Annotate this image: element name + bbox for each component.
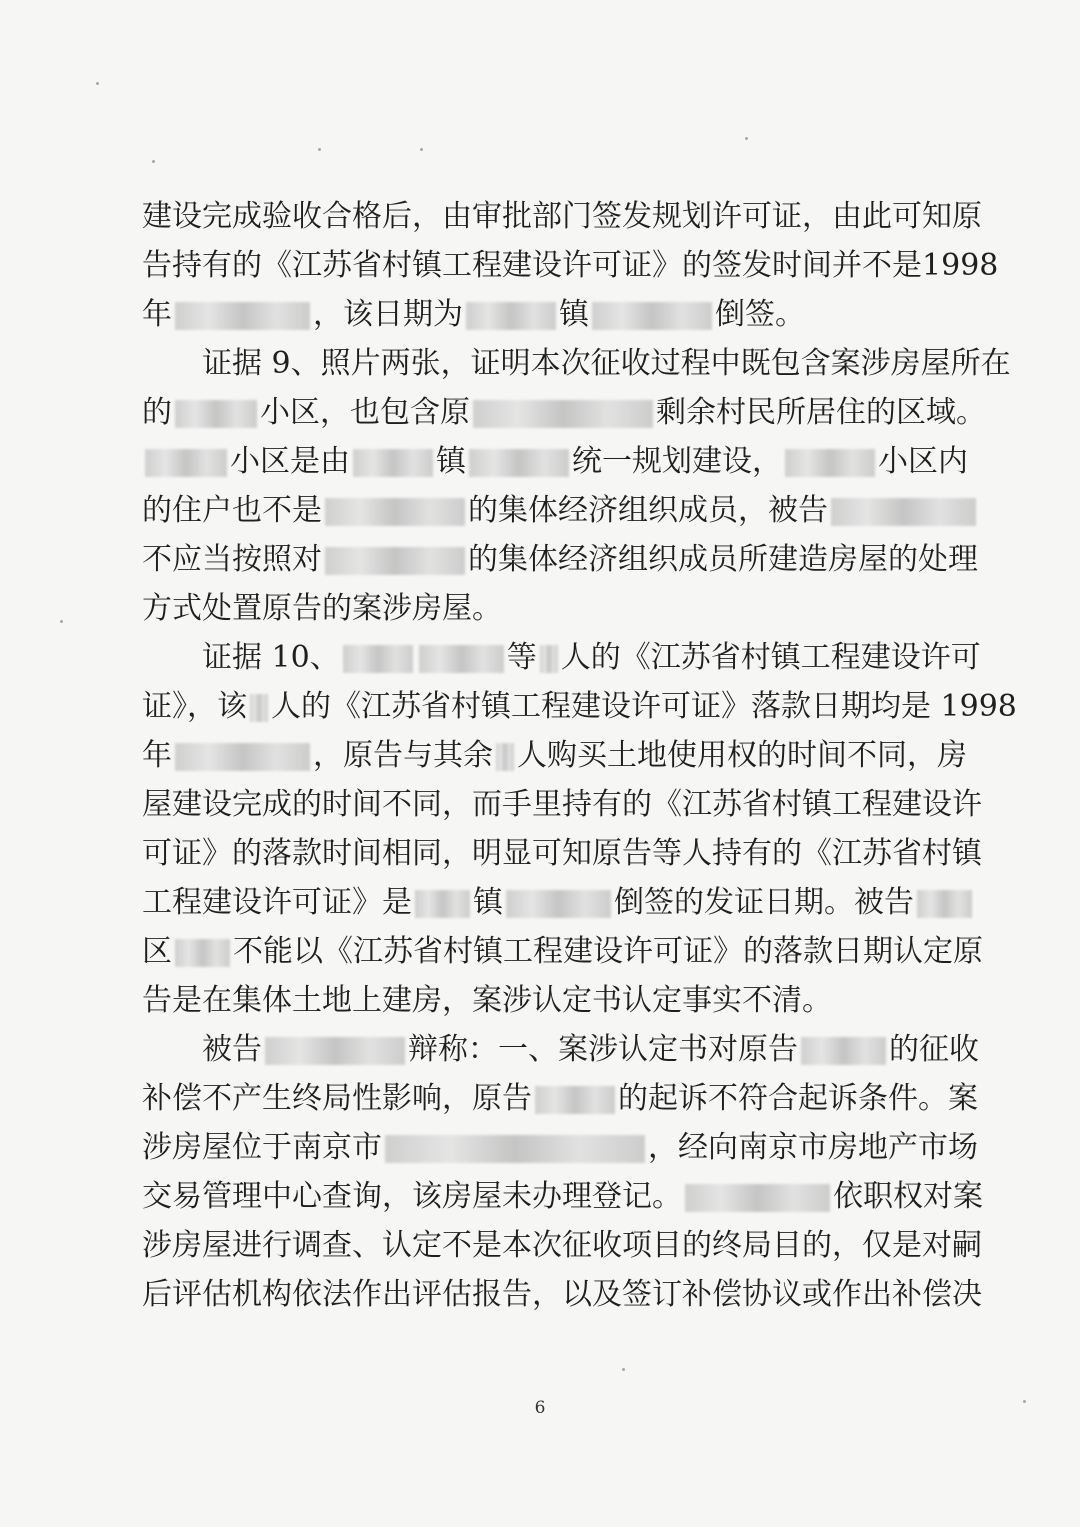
text-line bbox=[142, 682, 1017, 731]
scan-speck bbox=[152, 160, 155, 163]
text-line bbox=[142, 388, 986, 437]
text-line bbox=[142, 878, 962, 927]
text-segment: 证据 10、 bbox=[202, 640, 340, 675]
scan-speck bbox=[96, 82, 99, 85]
redacted-text bbox=[325, 547, 465, 575]
text-line bbox=[142, 1123, 978, 1172]
text-segment: 区 bbox=[142, 934, 172, 969]
redacted-text bbox=[592, 302, 712, 330]
text-segment: 证》，该 bbox=[142, 689, 247, 724]
text-line: 告 持 有 的 《 江 苏 省 村 镇 工 程 建 设 许 可 证 》 的 签 发 时 间 并 不 是 1 9 9 8 bbox=[142, 248, 999, 283]
redacted-text bbox=[175, 939, 230, 967]
text-segment: 倒签。 bbox=[715, 297, 805, 332]
text-line bbox=[142, 976, 962, 1025]
redacted-text bbox=[145, 449, 227, 477]
text-segment: 告是在集体土地上建房，案涉认定书认定事实不清。 bbox=[142, 983, 832, 1018]
text-line bbox=[142, 927, 983, 976]
redacted-text bbox=[917, 890, 972, 918]
text-line: 可 证 》 的 落 款 时 间 相 同 ， 明 显 可 知 原 告 等 人 持 有 的 《 江 苏 省 村 镇 bbox=[142, 836, 982, 871]
text-segment: 等 bbox=[506, 640, 537, 675]
text-line bbox=[142, 437, 968, 486]
redacted-text bbox=[175, 400, 257, 428]
text-segment: 镇 bbox=[436, 444, 466, 479]
text-segment: 剩余村民所居住的区域。 bbox=[656, 395, 986, 430]
redacted-text bbox=[685, 1184, 830, 1212]
redacted-text bbox=[265, 1037, 405, 1065]
redacted-text bbox=[466, 302, 556, 330]
text-segment: 证据 9、照片两张，证明本次征收过程中既包含案涉房屋所在 bbox=[202, 346, 1011, 381]
scan-speck bbox=[318, 148, 321, 151]
text-segment: 辩称：一、案涉认定书对原告 bbox=[408, 1032, 798, 1067]
redacted-text bbox=[175, 302, 310, 330]
text-segment: 不应当按照对 bbox=[142, 542, 322, 577]
text-line: 建 设 完 成 验 收 合 格 后 ， 由 审 批 部 门 签 发 规 划 许 可 证 ， 由 此 可 知 原 bbox=[142, 199, 982, 234]
text-segment: 涉房屋位于南京市 bbox=[142, 1130, 382, 1165]
text-segment: 的集体经济组织成员所建造房屋的处理 bbox=[468, 542, 978, 577]
scan-speck bbox=[60, 620, 63, 623]
text-segment: 方式处置原告的案涉房屋。 bbox=[142, 591, 502, 626]
text-segment: ，该日期为 bbox=[313, 297, 463, 332]
redacted-text bbox=[250, 694, 268, 722]
text-segment: 依职权对案 bbox=[833, 1179, 983, 1214]
text-segment: 人的《江苏省村镇工程建设许可证》落款日期均是 1998 bbox=[271, 689, 1017, 724]
redacted-text bbox=[419, 645, 504, 673]
scan-speck bbox=[622, 1368, 625, 1371]
text-segment: 不能以《江苏省村镇工程建设许可证》的落款日期认定原 bbox=[233, 934, 983, 969]
text-segment: 的 bbox=[142, 395, 172, 430]
text-segment: 补偿不产生终局性影响，原告 bbox=[142, 1081, 532, 1116]
redacted-text bbox=[385, 1135, 645, 1163]
text-line bbox=[142, 633, 981, 682]
text-line bbox=[142, 339, 1011, 388]
redacted-text bbox=[353, 449, 433, 477]
text-segment: 年 bbox=[142, 297, 172, 332]
text-segment: 的起诉不符合起诉条件。案 bbox=[618, 1081, 978, 1116]
redacted-text bbox=[785, 449, 875, 477]
scan-speck bbox=[420, 148, 423, 151]
page-number: 6 bbox=[534, 1398, 546, 1418]
text-line bbox=[142, 731, 967, 780]
redacted-text bbox=[535, 1086, 615, 1114]
text-segment: 人购买土地使用权的时间不同，房 bbox=[517, 738, 967, 773]
redacted-text bbox=[415, 890, 470, 918]
text-segment: 镇 bbox=[559, 297, 589, 332]
text-segment: 的集体经济组织成员，被告 bbox=[468, 493, 828, 528]
redacted-text bbox=[496, 743, 514, 771]
text-line: 屋 建 设 完 成 的 时 间 不 同 ， 而 手 里 持 有 的 《 江 苏 省 村 镇 工 程 建 设 许 bbox=[142, 787, 982, 822]
text-segment: 工程建设许可证》是 bbox=[142, 885, 412, 920]
text-segment: ，经向南京市房地产市场 bbox=[648, 1130, 978, 1165]
scan-speck bbox=[1023, 1400, 1026, 1403]
text-segment: 倒签的发证日期。被告 bbox=[614, 885, 914, 920]
text-line bbox=[142, 1172, 983, 1221]
redacted-text bbox=[175, 743, 310, 771]
text-line: 后 评 估 机 构 依 法 作 出 评 估 报 告 ， 以 及 签 订 补 偿 协 议 或 作 出 补 偿 决 bbox=[142, 1277, 982, 1312]
redacted-text bbox=[801, 1037, 886, 1065]
redacted-text bbox=[506, 890, 611, 918]
redacted-text bbox=[325, 498, 465, 526]
text-line bbox=[142, 486, 962, 535]
text-segment: 镇 bbox=[473, 885, 503, 920]
text-segment: ，原告与其余 bbox=[313, 738, 493, 773]
text-segment: 小区内 bbox=[878, 444, 968, 479]
redacted-text bbox=[343, 645, 413, 673]
text-segment: 年 bbox=[142, 738, 172, 773]
text-line bbox=[142, 535, 978, 584]
text-segment: 统一规划建设， bbox=[572, 444, 782, 479]
text-segment: 交易管理中心查询，该房屋未办理登记。 bbox=[142, 1179, 682, 1214]
redacted-text bbox=[540, 645, 558, 673]
text-line: 涉 房 屋 进 行 调 查 、 认 定 不 是 本 次 征 收 项 目 的 终 局 目 的 ， 仅 是 对 嗣 bbox=[142, 1228, 982, 1263]
text-line bbox=[142, 290, 962, 339]
scan-speck bbox=[745, 137, 748, 140]
text-line bbox=[142, 584, 962, 633]
redacted-text bbox=[469, 449, 569, 477]
text-segment: 的住户也不是 bbox=[142, 493, 322, 528]
text-segment: 被告 bbox=[202, 1032, 262, 1067]
text-segment: 人的《江苏省村镇工程建设许可 bbox=[560, 640, 981, 675]
body-text bbox=[142, 192, 1017, 1319]
text-line bbox=[142, 1074, 978, 1123]
redacted-text bbox=[831, 498, 976, 526]
text-line bbox=[142, 1025, 979, 1074]
text-segment: 小区，也包含原 bbox=[260, 395, 470, 430]
text-segment: 小区是由 bbox=[230, 444, 350, 479]
text-segment: 的征收 bbox=[889, 1032, 979, 1067]
redacted-text bbox=[473, 400, 653, 428]
